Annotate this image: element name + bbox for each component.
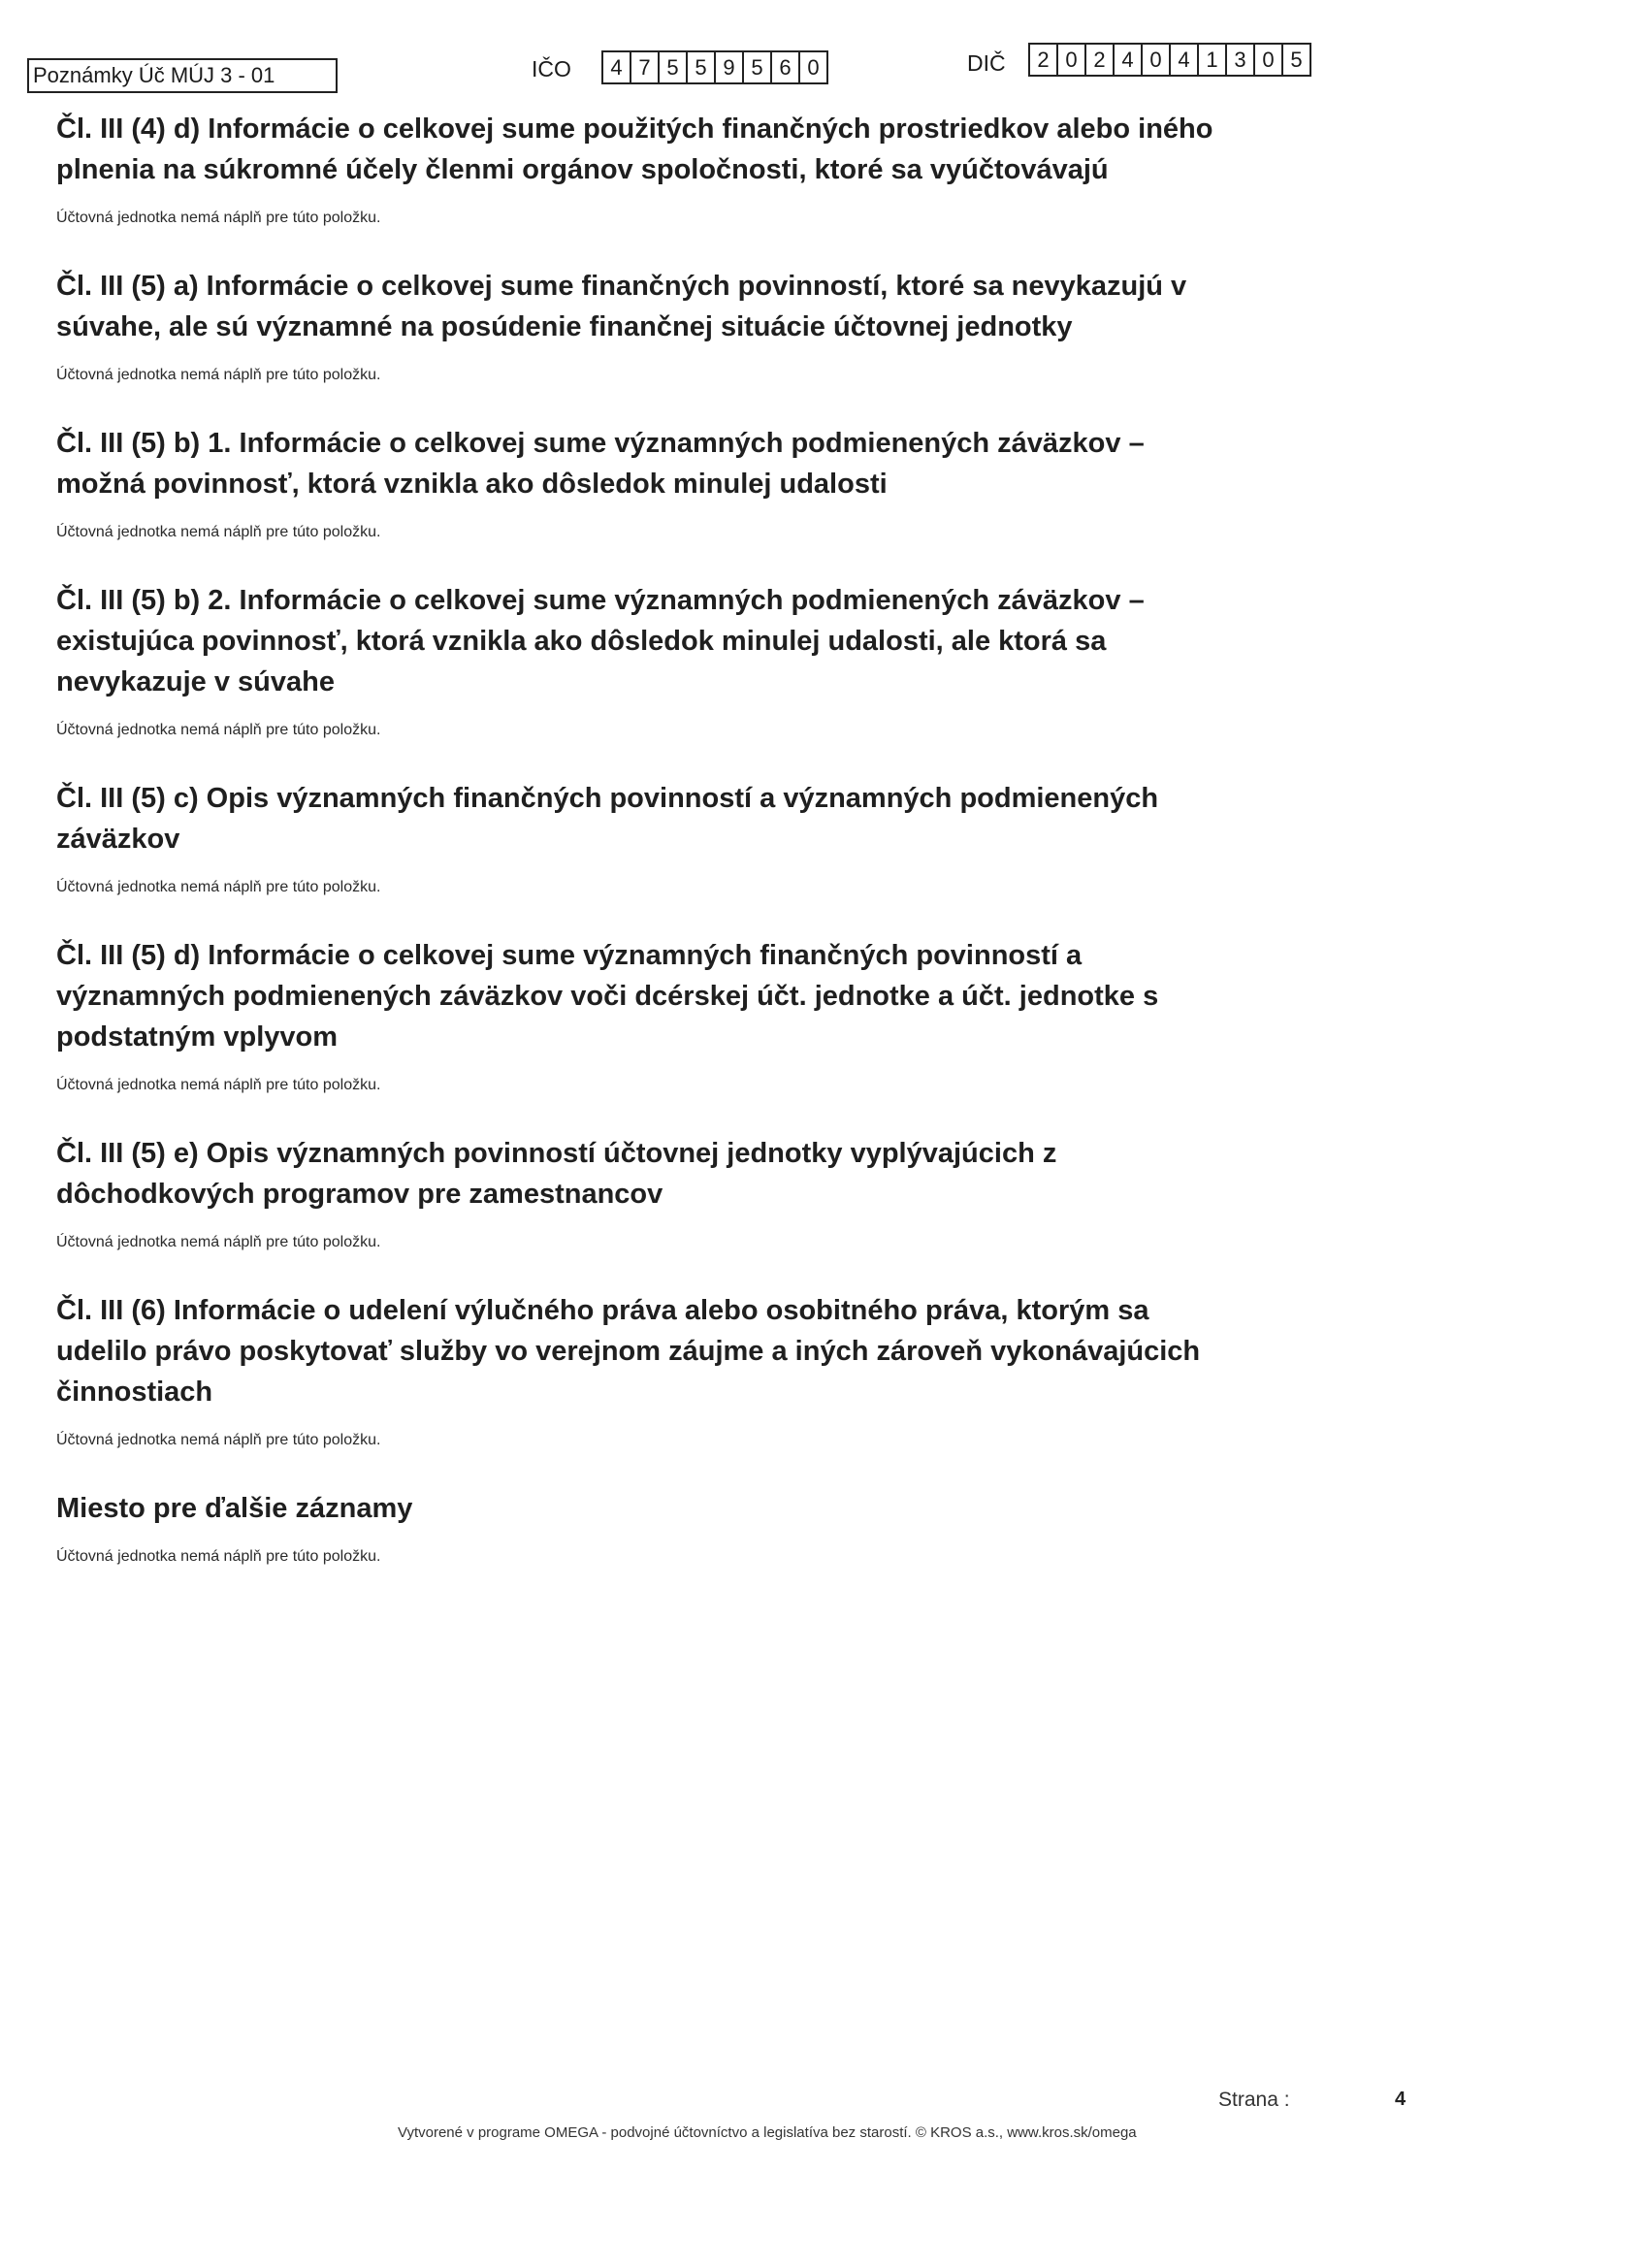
dic-digit: 0: [1058, 45, 1086, 75]
page-label: Strana :: [1218, 2089, 1290, 2111]
section-heading: Čl. III (5) a) Informácie o celkovej sume finančných povinností, ktoré sa nevykazujú v súvahe, ale sú významné na posúdenie finančnej situácie účtovnej jednotky: [56, 271, 1187, 342]
ico-digit: 5: [688, 52, 716, 82]
dic-digit: 2: [1086, 45, 1115, 75]
section-5e: [56, 1133, 1240, 1253]
section-5b1: [56, 423, 1240, 543]
ico-label: IČO: [532, 56, 571, 81]
section-heading: Čl. III (4) d) Informácie o celkovej sume použitých finančných prostriedkov alebo iného plnenia na súkromné účely členmi orgánov spoločnosti, ktoré sa vyúčtovávajú: [56, 113, 1213, 185]
section-heading: Čl. III (5) b) 1. Informácie o celkovej sume významných podmienených záväzkov – možná povinnosť, ktorá vznikla ako dôsledok minulej udalosti: [56, 428, 1145, 500]
section-5d: [56, 935, 1240, 1096]
ico-digit: 6: [772, 52, 800, 82]
section-additional-records: [56, 1488, 1240, 1568]
footer-generated-by: Vytvorené v programe OMEGA - podvojné účtovníctvo a legislatíva bez starostí. © KROS a.s., www.kros.sk/omega: [398, 2124, 1137, 2141]
section-note: Účtovná jednotka nemá náplň pre túto položku.: [56, 1432, 381, 1448]
ico-digit: 5: [744, 52, 772, 82]
dic-digit: 4: [1115, 45, 1143, 75]
page-number: 4: [1395, 2089, 1406, 2110]
section-5c: [56, 778, 1240, 898]
dic-digit: 5: [1290, 48, 1303, 72]
ico-digit: 9: [716, 52, 744, 82]
section-heading: Čl. III (5) e) Opis významných povinností účtovnej jednotky vyplývajúcich z dôchodkových programov pre zamestnancov: [56, 1138, 1057, 1210]
dic-digit: 1: [1199, 45, 1227, 75]
section-note: Účtovná jednotka nemá náplň pre túto položku.: [56, 1548, 381, 1565]
dic-digit: 0: [1255, 45, 1283, 75]
ico-digit: 7: [631, 52, 660, 82]
section-heading: Čl. III (5) b) 2. Informácie o celkovej sume významných podmienených záväzkov – existujúca povinnosť, ktorá vznikla ako dôsledok minulej udalosti, ale ktorá sa nevykazuje v súvahe: [56, 585, 1145, 697]
section-heading: Čl. III (5) d) Informácie o celkovej sume významných finančných povinností a významných podmienených záväzkov voči dcérskej účt. jednotke a účt. jednotke s podstatným vplyvom: [56, 940, 1159, 1053]
section-note: Účtovná jednotka nemá náplň pre túto položku.: [56, 1077, 381, 1093]
ico-digit: 5: [660, 52, 688, 82]
notes-content: [56, 109, 1240, 1604]
section-6: [56, 1290, 1240, 1451]
ico-digit: 0: [807, 55, 820, 80]
ico-digit-boxes: [601, 50, 828, 84]
section-note: Účtovná jednotka nemá náplň pre túto položku.: [56, 722, 381, 738]
section-heading: Čl. III (5) c) Opis významných finančných povinností a významných podmienených záväzkov: [56, 783, 1159, 855]
section-5b2: [56, 580, 1240, 741]
section-note: Účtovná jednotka nemá náplň pre túto položku.: [56, 524, 381, 540]
section-note: Účtovná jednotka nemá náplň pre túto položku.: [56, 367, 381, 383]
section-5a: [56, 266, 1240, 386]
dic-digit: 3: [1227, 45, 1255, 75]
dic-label: DIČ: [967, 50, 1006, 76]
ico-digit: 4: [603, 52, 631, 82]
dic-digit: 0: [1143, 45, 1171, 75]
dic-digit: 4: [1171, 45, 1199, 75]
dic-digit-boxes: [1028, 43, 1311, 77]
section-heading: Miesto pre ďalšie záznamy: [56, 1493, 413, 1524]
section-heading: Čl. III (6) Informácie o udelení výlučného práva alebo osobitného práva, ktorým sa udelilo právo poskytovať služby vo verejnom záujme a iných zároveň vykonávajúcich činnostiach: [56, 1295, 1201, 1408]
section-4d: [56, 109, 1240, 229]
section-note: Účtovná jednotka nemá náplň pre túto položku.: [56, 879, 381, 895]
section-note: Účtovná jednotka nemá náplň pre túto položku.: [56, 1234, 381, 1250]
section-note: Účtovná jednotka nemá náplň pre túto položku.: [56, 210, 381, 226]
form-name-box: Poznámky Úč MÚJ 3 - 01: [27, 58, 338, 93]
dic-digit: 2: [1030, 45, 1058, 75]
